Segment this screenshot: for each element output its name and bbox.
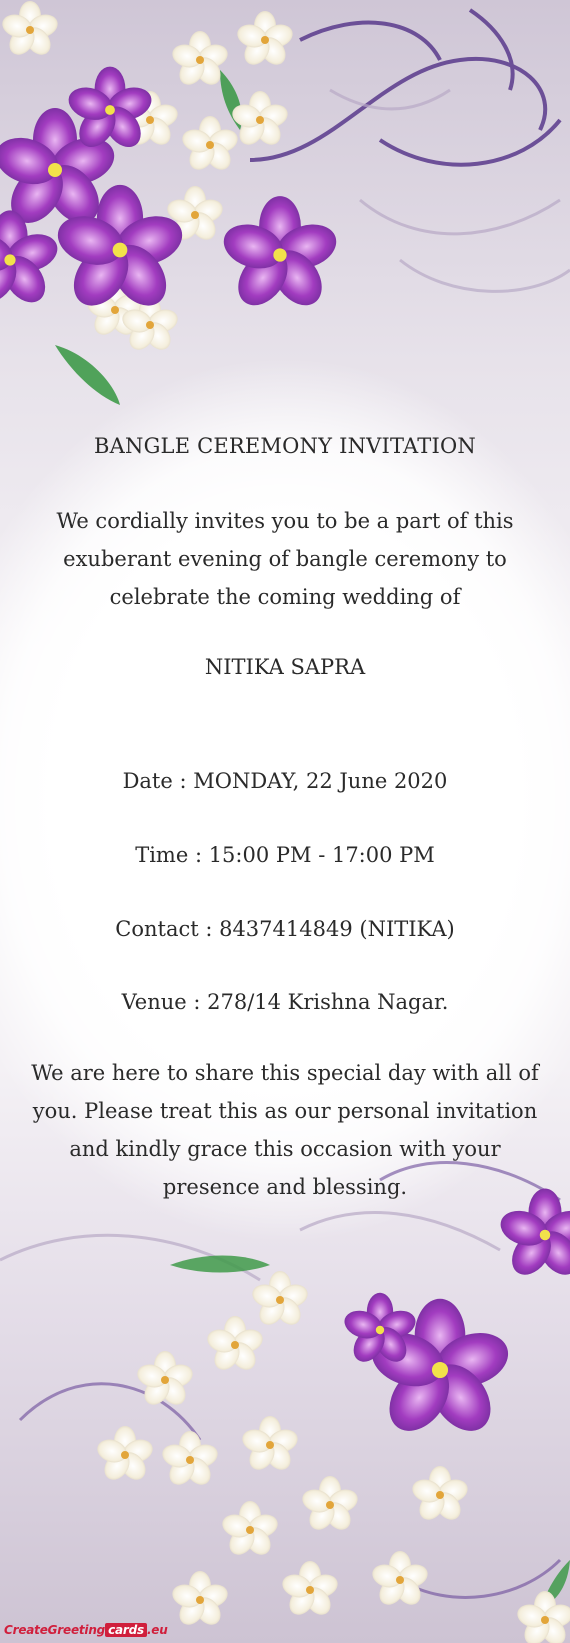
invitation-intro: We cordially invites you to be a part of this exuberant evening of bangle ceremony to celebrate the coming wedding of [56,509,514,609]
honoree-name: NITIKA SAPRA [204,655,366,679]
invitation-title: BANGLE CEREMONY INVITATION [94,434,476,458]
event-venue: Venue : 278/14 Krishna Nagar. [121,990,449,1014]
event-date: Date : MONDAY, 22 June 2020 [122,769,448,793]
watermark-box: cards [105,1623,147,1637]
site-watermark-logo[interactable] [4,1623,168,1637]
closing-message: We are here to share this special day with all of you. Please treat this as our personal invitation and kindly grace this occasion with your presence and blessing. [31,1061,539,1199]
watermark-prefix: CreateGreeting [4,1623,106,1637]
event-time: Time : 15:00 PM - 17:00 PM [135,843,435,867]
event-contact: Contact : 8437414849 (NITIKA) [115,917,455,941]
watermark-suffix: .eu [146,1623,168,1637]
